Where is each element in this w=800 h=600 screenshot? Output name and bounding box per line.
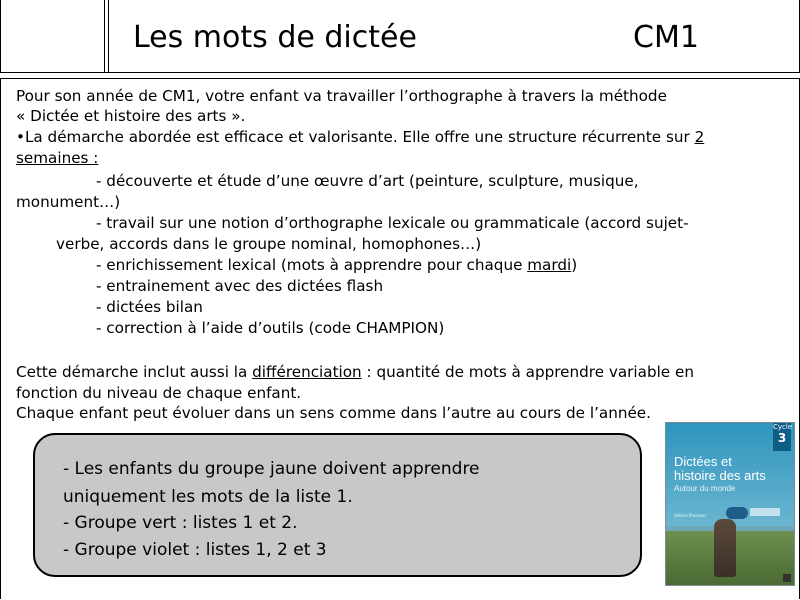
header-left-box [1,0,109,72]
moai-statue-icon [714,519,736,577]
page-title: Les mots de dictée [133,20,417,55]
step-3 [96,255,577,275]
approach-line-2: semaines : [16,149,99,167]
step-2: - travail sur une notion d’orthographe lexicale ou grammaticale (accord sujet- [96,214,689,232]
step-1-cont: monument…) [16,193,121,211]
book-title [674,455,766,483]
book-cycle-badge [773,423,791,451]
approach-text: •La démarche abordée est efficace et valorisante. Elle offre une structure récurrente sur [16,128,695,146]
step-1: - découverte et étude d’une œuvre d’art (peinture, sculpture, musique, [96,172,639,190]
step-3-text: - enrichissement lexical (mots à apprendre pour chaque [96,256,528,274]
step-3-day: mardi [527,256,572,274]
diff-line-1 [16,362,694,382]
book-corner-mark [783,574,791,582]
callout-line-3: - Groupe vert : listes 1 et 2. [63,513,298,533]
diff-line-3: Chaque enfant peut évoluer dans un sens comme dans l’autre au cours de l’année. [16,404,651,422]
book-cycle-number: 3 [777,431,787,445]
diff-post: : quantité de mots à apprendre variable en [361,363,694,381]
intro-line-1: Pour son année de CM1, votre enfant va travailler l’orthographe à travers la méthode [16,87,667,105]
callout-line-1: - Les enfants du groupe jaune doivent apprendre [63,459,480,479]
step-3-end: ) [571,256,578,274]
approach-line-1 [16,127,704,147]
intro-line-2: « Dictée et histoire des arts ». [16,107,246,125]
diff-pre: Cette démarche inclut aussi la [16,363,253,381]
publisher-name-icon [750,508,780,516]
book-title-line-1: Dictées et [674,454,732,469]
book-cover-image [665,422,795,586]
step-5: - dictées bilan [96,298,203,316]
step-2-cont: verbe, accords dans le groupe nominal, homophones…) [56,235,482,253]
diff-word: différenciation [252,363,362,381]
approach-weeks-number: 2 [694,128,705,146]
step-6: - correction à l’aide d’outils (code CHAMPION) [96,319,445,337]
step-4: - entrainement avec des dictées flash [96,277,384,295]
callout-line-4: - Groupe violet : listes 1, 2 et 3 [63,540,327,560]
book-title-line-2: histoire des arts [674,468,766,483]
groups-callout [33,433,642,577]
grade-label: CM1 [633,20,699,55]
book-cycle-label: Cycle [773,423,793,431]
book-author: Valérie Prosseur [674,513,707,518]
diff-line-2: fonction du niveau de chaque enfant. [16,384,302,402]
book-subtitle: Autour du monde [674,484,736,493]
publisher-logo-icon [726,507,748,519]
callout-line-2: uniquement les mots de la liste 1. [63,487,353,507]
header [0,0,800,73]
